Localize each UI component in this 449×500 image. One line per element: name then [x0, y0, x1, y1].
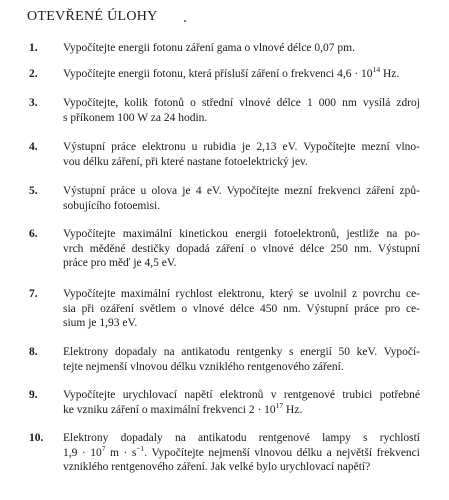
line-text: Hz. — [380, 68, 400, 80]
exercise-line — [63, 96, 420, 111]
line-text: Elektrony dopadaly na antikatodu rentgenky s energií 50 keV. Vypočí- — [63, 346, 420, 358]
line-text: vrch měděné destičky dopadá záření o vlnové délce 250 nm. Výstupní — [63, 242, 420, 255]
exercise-text — [63, 96, 420, 125]
line-text: sium je 1,93 eV. — [63, 317, 138, 329]
exercise-line — [63, 111, 420, 126]
exercise-line — [63, 400, 420, 418]
exponent: 17 — [275, 400, 284, 410]
line-text: sia při ozáření světlem o vlnové délce 450 nm. Výstupní práce pro ce- — [63, 302, 420, 315]
exponent: 14 — [372, 65, 381, 75]
exercise-line — [63, 41, 420, 56]
exercise-number: 3. — [29, 97, 38, 109]
exercise-text — [63, 67, 420, 82]
exercise-line — [63, 227, 420, 242]
line-text: ke vzniku záření o maximální frekvenci 2 · 10 — [63, 403, 276, 416]
line-text: vzniklého rentgenového záření. Jak velké bylo urychlovací napětí? — [63, 461, 371, 473]
exercise-text — [63, 388, 420, 417]
exercise-line — [63, 256, 420, 271]
exercise-line — [63, 388, 420, 403]
exercise-line — [63, 199, 420, 214]
exponent: 7 — [101, 443, 106, 453]
exercise-number: 6. — [29, 228, 38, 240]
line-text: Výstupní práce u olova je 4 eV. Vypočítejte mezní frekvenci záření způ- — [63, 185, 420, 197]
line-text: Vypočítejte energii fotonu, která přísluší záření o frekvenci 4,6 · 10 — [63, 68, 373, 80]
exercise-number: 9. — [29, 389, 38, 401]
line-text: Vypočítejte maximální kinetickou energii fotoelektronů, jestliže na po- — [63, 228, 420, 240]
exercise-line — [63, 155, 420, 170]
exercise-line — [63, 360, 420, 375]
line-text: Vypočítejte, kolik fotonů o střední vlnové délce 1 000 nm vysílá zdroj — [63, 97, 420, 109]
line-text: Vypočítejte urychlovací napětí elektronů v rentgenové trubici potřebné — [63, 389, 420, 401]
exercise-text — [63, 140, 420, 169]
line-text: vou délku záření, při které nastane fotoelektrický jev. — [63, 155, 308, 168]
line-text: Vypočítejte maximální rychlost elektronu, který se uvolnil z povrchu ce- — [63, 288, 420, 300]
exercise-text — [63, 431, 420, 475]
page-heading: OTEVŘENÉ ÚLOHY — [27, 9, 158, 24]
line-text: s příkonem 100 W za 24 hodin. — [63, 111, 208, 124]
line-text: Vypočítejte energii fotonu záření gama o vlnové délce 0,07 pm. — [63, 42, 355, 54]
exercise-number: 8. — [29, 346, 38, 358]
exercise-line — [63, 67, 420, 82]
line-text: . Vypočítejte nejmenší vlnovou délku a největší frekvenci — [144, 446, 420, 459]
exercise-number: 7. — [29, 288, 38, 300]
exercise-line — [63, 140, 420, 155]
exercise-line — [63, 443, 420, 461]
exercise-number: 10. — [29, 432, 44, 444]
exercise-text — [63, 287, 420, 331]
exercise-line — [63, 460, 420, 475]
exercise-line — [63, 184, 420, 199]
stray-dot — [184, 20, 186, 22]
line-text: Hz. — [283, 403, 303, 416]
exercise-text — [63, 227, 420, 271]
exercise-line — [63, 302, 420, 317]
line-text: 1,9 · 10 — [63, 446, 102, 459]
exercise-number: 5. — [29, 185, 38, 197]
exercise-line — [63, 345, 420, 360]
line-text: tejte nejmenší vlnovou délku vzniklého rentgenového záření. — [63, 360, 344, 373]
exercise-line — [63, 287, 420, 302]
exercise-text — [63, 184, 420, 213]
exponent: −1 — [136, 443, 145, 453]
exercise-text — [63, 41, 420, 56]
line-text: práce pro měď je 4,5 eV. — [63, 257, 177, 269]
exercise-number: 2. — [29, 68, 38, 80]
line-text: Elektrony dopadaly na antikatodu rentgenové lampy s rychlostí — [63, 432, 420, 444]
exercise-number: 1. — [29, 42, 38, 54]
exercise-line — [63, 431, 420, 446]
exercise-text — [63, 345, 420, 374]
exercise-line — [63, 242, 420, 257]
exercise-number: 4. — [29, 141, 38, 153]
line-text: sobujícího fotoemisi. — [63, 199, 161, 212]
line-text: m · s — [105, 446, 137, 459]
exercise-line — [63, 316, 420, 331]
line-text: Výstupní práce elektronu u rubidia je 2,13 eV. Vypočítejte mezní vlno- — [63, 141, 420, 153]
